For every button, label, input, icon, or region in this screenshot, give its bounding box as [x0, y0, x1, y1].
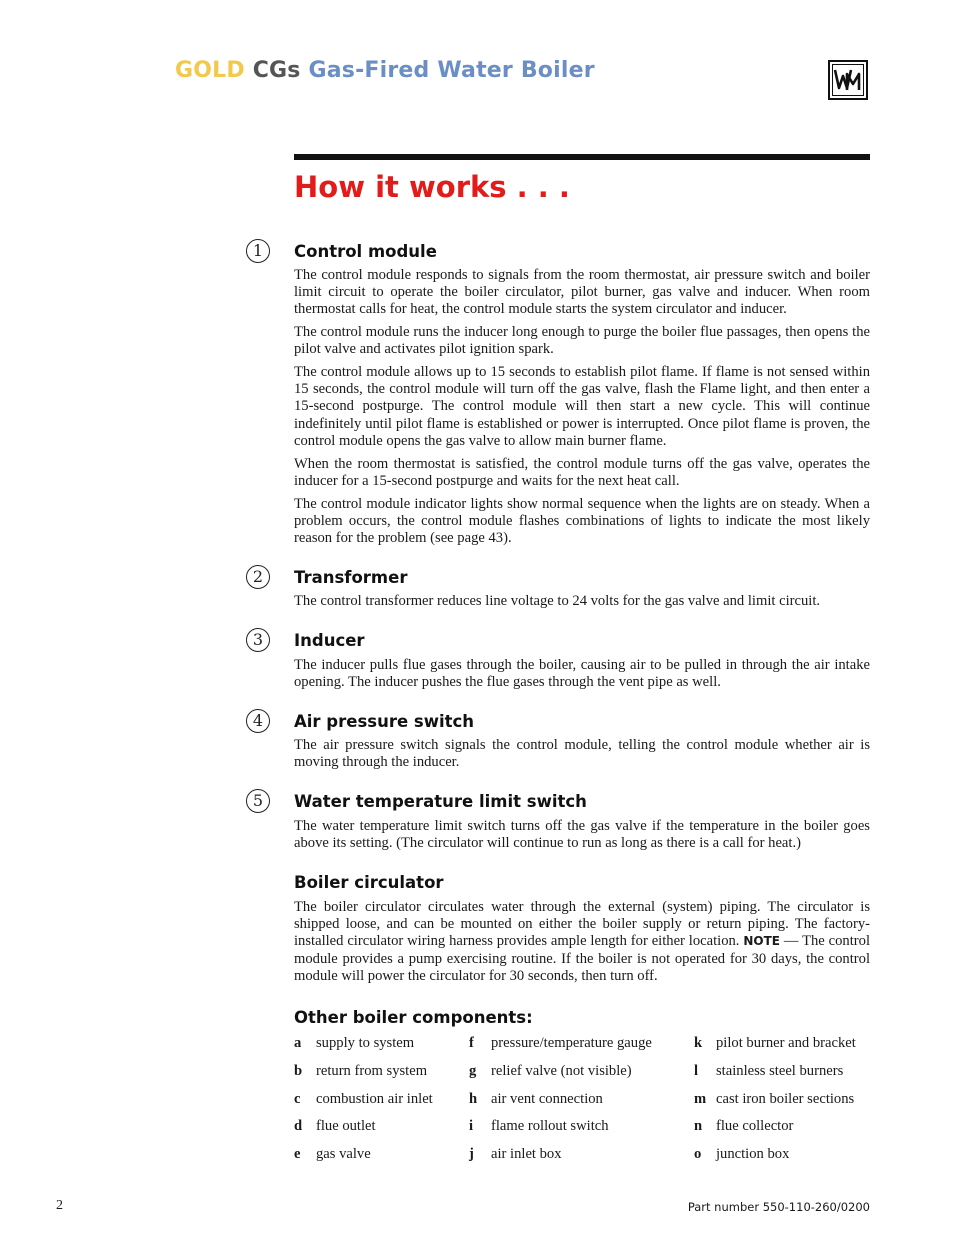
air-pressure-switch-paragraph: The air pressure switch signals the control module, telling the control module whether air is moving through the inducer.	[294, 737, 870, 771]
circulator-text-after-note: — The control module provides a pump exercising routine. If the boiler is not operated for 30 days, the control module will power the circulator for 30 seconds, then turn off.	[294, 933, 870, 984]
page-number: 2	[56, 1198, 63, 1213]
page-title: How it works . . .	[294, 170, 570, 204]
control-module-paragraph-4: When the room thermostat is satisfied, the control module turns off the gas valve, operates the inducer for a 15-second postpurge and waits for the next heat call.	[294, 456, 870, 490]
part-number: Part number 550-110-260/0200	[687, 1200, 870, 1214]
control-module-paragraph-2: The control module runs the inducer long enough to purge the boiler flue passages, then opens the pilot valve and activates pilot ignition spark.	[294, 324, 870, 358]
section-title-air-pressure-switch: Air pressure switch	[294, 712, 475, 731]
transformer-paragraph: The control transformer reduces line voltage to 24 volts for the gas valve and limit circuit.	[294, 593, 821, 609]
section-number-1: 1	[246, 239, 270, 263]
section-number-4: 4	[246, 709, 270, 733]
section-number-2: 2	[246, 565, 270, 589]
control-module-paragraph-3: The control module allows up to 15 seconds to establish pilot flame. If flame is not sensed within 15 seconds, the control module will turn off the gas valve, flash the Flame light, and then enter a 15-second postpurge. The control module will then start a new cycle. This will continue indefinitely until pilot flame is established or power is interrupted. Once pilot flame is proven, the control module opens the gas valve to allow main burner flame.	[294, 364, 870, 449]
control-module-paragraph-1: The control module responds to signals from the room thermostat, air pressure switch and boiler limit circuit to operate the boiler circulator, pilot burner, gas valve and inducer. When room thermostat calls for heat, the control module starts the system circulator and inducer.	[294, 267, 870, 318]
model-name: CGs	[252, 58, 301, 83]
circulator-text-before-note: The boiler circulator circulates water through the external (system) piping. The circulator is shipped loose, and can be mounted on either the boiler supply or return piping. The factory-installed circulator wiring harness provides ample length for either location.	[294, 899, 870, 950]
section-title-transformer: Transformer	[294, 568, 408, 587]
document-header-title	[175, 58, 595, 83]
section-number-5: 5	[246, 789, 270, 813]
boiler-circulator-paragraph	[294, 899, 870, 985]
inducer-paragraph: The inducer pulls flue gases through the boiler, causing air to be pulled in through the air intake opening. The inducer pushes the flue gases through the vent pipe as well.	[294, 657, 870, 691]
section-number-3: 3	[246, 628, 270, 652]
brand-name: GOLD	[175, 58, 245, 83]
note-label: NOTE	[743, 934, 780, 949]
weil-mclain-logo-icon	[828, 60, 868, 100]
section-title-inducer: Inducer	[294, 631, 365, 650]
section-title-boiler-circulator: Boiler circulator	[294, 873, 444, 892]
heading-rule	[294, 154, 870, 160]
product-name: Gas-Fired Water Boiler	[308, 58, 595, 83]
section-title-other-components: Other boiler components:	[294, 1008, 533, 1027]
section-title-water-temperature-limit-switch: Water temperature limit switch	[294, 792, 587, 811]
control-module-paragraph-5: The control module indicator lights show normal sequence when the lights are on steady. When a problem occurs, the control module flashes combinations of lights to indicate the most likely reason for the problem (see page 43).	[294, 496, 870, 547]
logo-mark	[833, 66, 863, 94]
section-title-control-module: Control module	[294, 242, 437, 261]
water-temperature-limit-switch-paragraph: The water temperature limit switch turns off the gas valve if the temperature in the boiler goes above its setting. (The circulator will continue to run as long as there is a call for heat.)	[294, 818, 870, 852]
